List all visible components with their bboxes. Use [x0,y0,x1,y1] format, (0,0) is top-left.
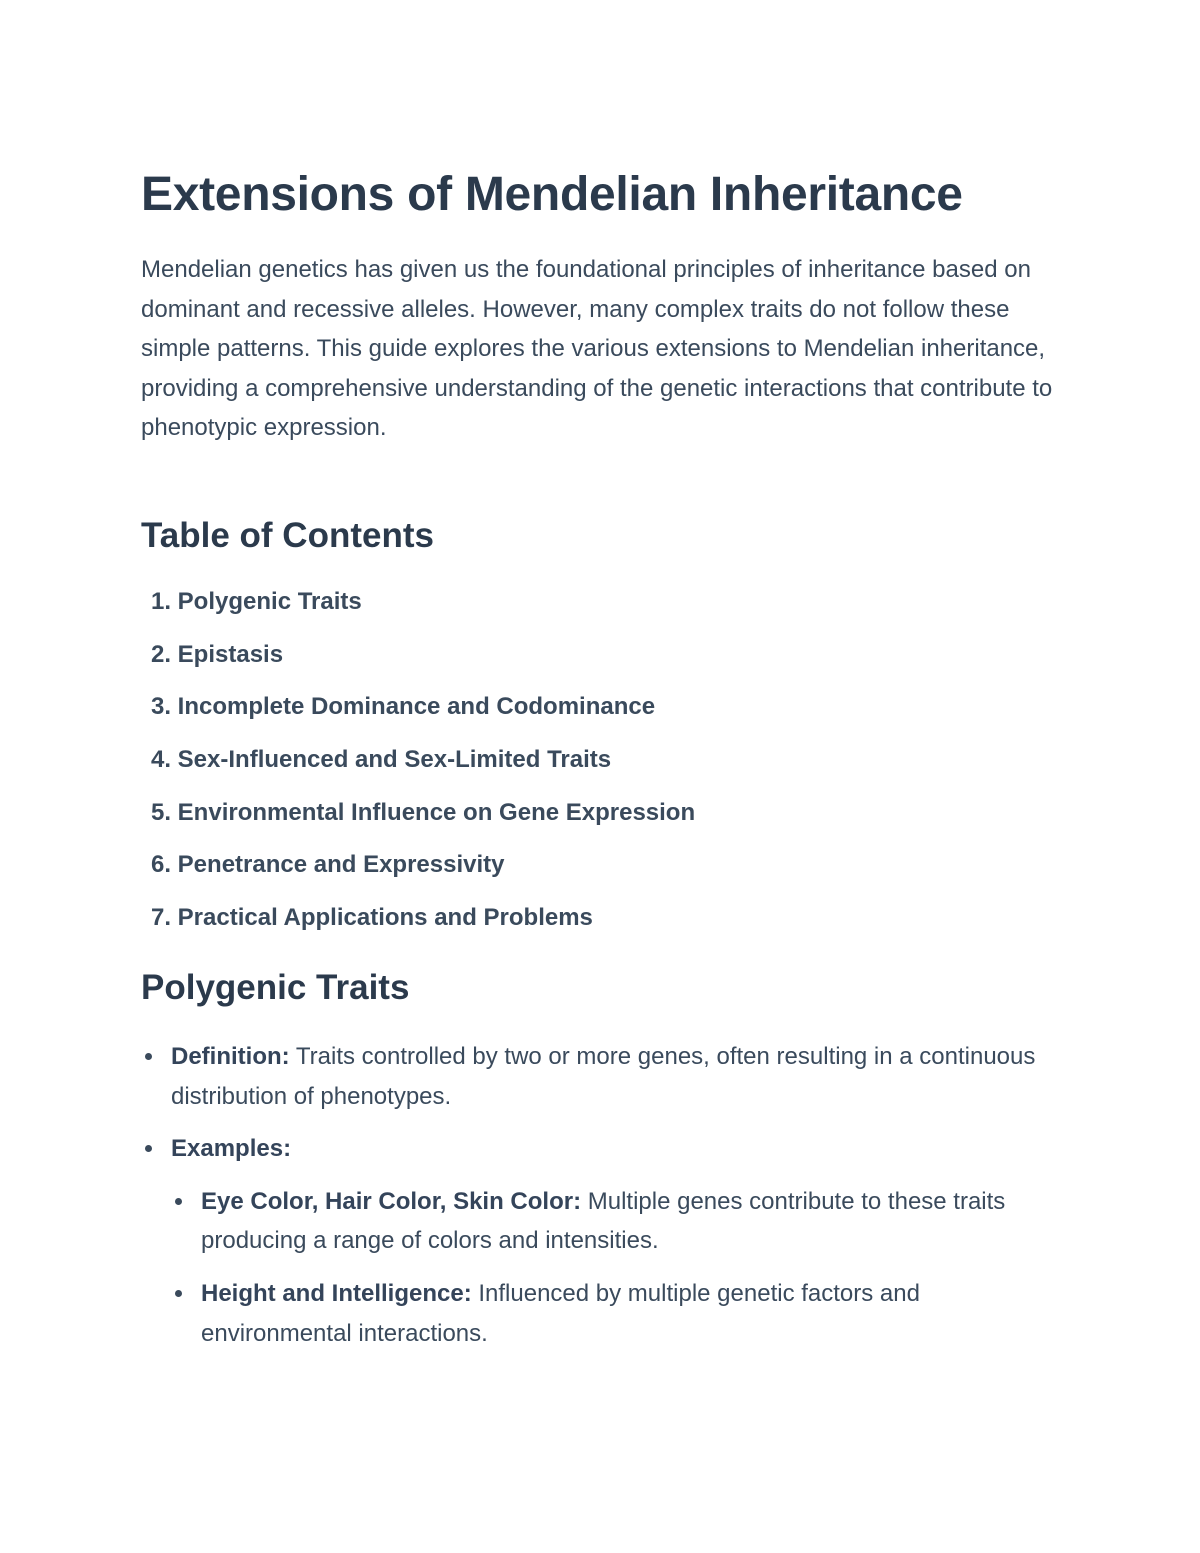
toc-item-number: 1. [150,588,171,615]
toc-item[interactable] [141,797,1071,850]
list-item [171,1274,1071,1353]
toc-item-number: 2. [150,640,171,668]
toc-item-label: Incomplete Dominance and Codominance [177,693,656,721]
toc-item-label: Epistasis [177,640,284,668]
list-item [141,1129,1071,1353]
toc-item-label: Polygenic Traits [177,588,362,615]
toc-item[interactable] [141,849,1071,902]
toc-item-number: 5. [150,798,171,826]
toc-item[interactable] [141,639,1071,692]
example-label: Height and Intelligence: [201,1279,472,1307]
definition-label: Definition: [171,1043,290,1070]
section-heading-polygenic: Polygenic Traits [141,968,410,1007]
example-text: Influenced by multiple genetic factors and environmental interactions. [201,1279,920,1347]
list-item [171,1182,1071,1261]
examples-sublist [171,1182,1071,1353]
toc-item-number: 4. [150,746,171,774]
toc-item-number: 6. [150,851,171,879]
polygenic-bullet-list [141,1037,1071,1366]
toc-item-number: 7. [150,904,171,932]
list-item [141,1037,1071,1116]
toc-item[interactable] [141,744,1071,797]
toc-item-label: Penetrance and Expressivity [177,851,505,879]
example-text: Multiple genes contribute to these traits producing a range of colors and intensities. [201,1187,1006,1255]
toc-item-label: Practical Applications and Problems [177,904,593,932]
intro-paragraph: Mendelian genetics has given us the foundational principles of inheritance based on dominant and recessive alleles. However, many complex traits do not follow these simple patterns. This guide explores the various extensions to Mendelian inheritance, providing a comprehensive understanding of the genetic interactions that contribute to phenotypic expression. [141,256,1053,442]
examples-label: Examples: [171,1135,292,1163]
toc-item[interactable] [141,902,1071,955]
toc-item[interactable] [141,586,1071,639]
example-label: Eye Color, Hair Color, Skin Color: [201,1187,582,1215]
toc-item-label: Sex-Influenced and Sex-Limited Traits [177,746,612,774]
toc-item[interactable] [141,691,1071,744]
toc-item-number: 3. [150,693,171,721]
toc-heading: Table of Contents [141,516,434,555]
table-of-contents [141,586,1071,955]
toc-item-label: Environmental Influence on Gene Expression [177,798,696,826]
page-title: Extensions of Mendelian Inheritance [141,168,963,221]
definition-text: Traits controlled by two or more genes, often resulting in a continuous distribution of phenotypes. [171,1043,1036,1110]
